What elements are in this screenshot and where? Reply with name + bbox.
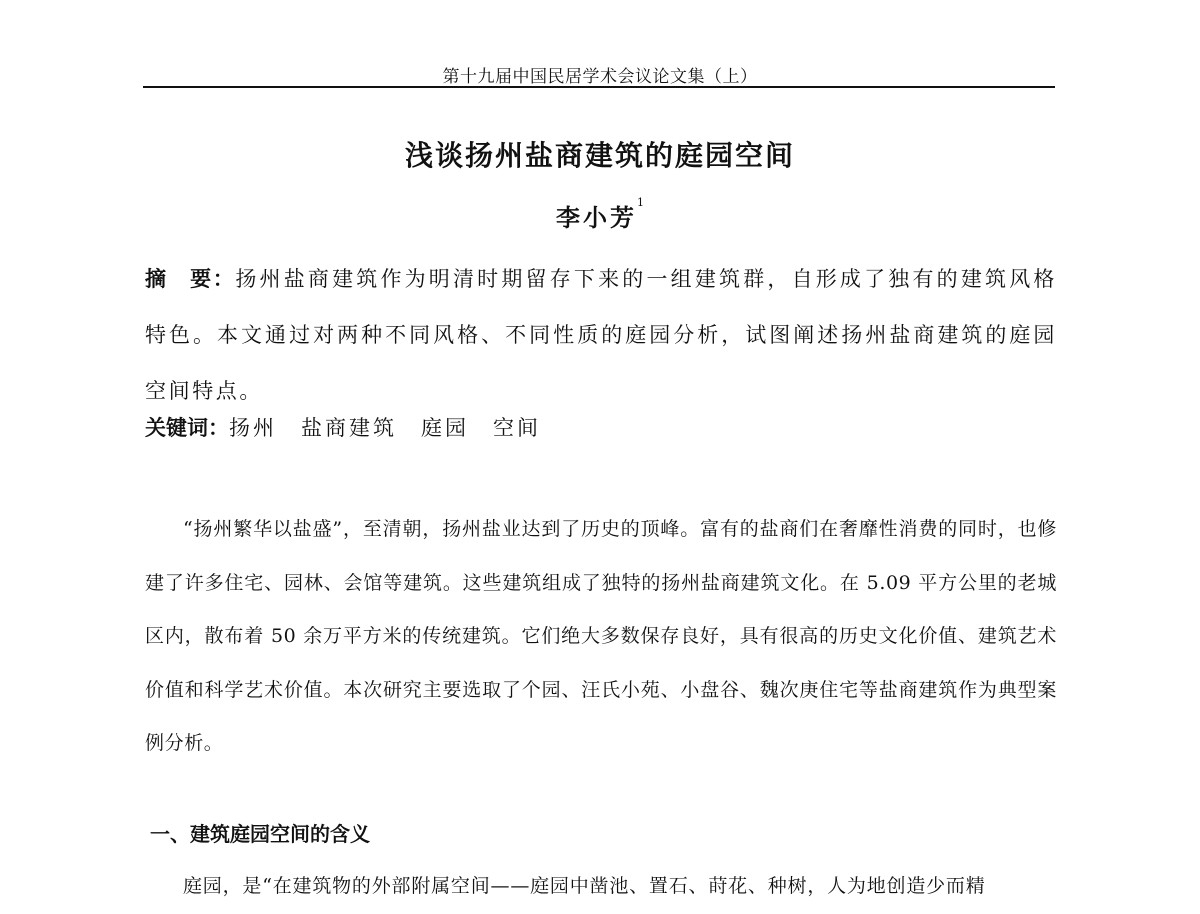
abstract <box>145 251 1057 419</box>
keyword-item: 庭园 <box>421 416 469 440</box>
keyword-item: 盐商建筑 <box>301 416 397 440</box>
keywords <box>145 408 1057 448</box>
author-footnote-mark: 1 <box>637 196 644 209</box>
header-rule <box>143 86 1055 88</box>
abstract-text: 扬州盐商建筑作为明清时期留存下来的一组建筑群，自形成了独有的建筑风格特色。本文通过对两种不同风格、不同性质的庭园分析，试图阐述扬州盐商建筑的庭园空间特点。 <box>145 267 1057 403</box>
abstract-label: 摘 要： <box>145 267 236 291</box>
keyword-item: 扬州 <box>229 416 277 440</box>
running-header: 第十九届中国民居学术会议论文集（上） <box>442 67 758 87</box>
author-name: 李小芳 <box>556 203 637 232</box>
keyword-item: 空间 <box>493 416 541 440</box>
paper-title: 浅谈扬州盐商建筑的庭园空间 <box>404 139 795 172</box>
section-paragraph: 庭园，是“在建筑物的外部附属空间——庭园中凿池、置石、莳花、种树，人为地创造少而精 <box>183 875 986 897</box>
author-line <box>0 198 1200 233</box>
keywords-label: 关键词： <box>145 416 229 440</box>
intro-paragraph: “扬州繁华以盐盛”，至清朝，扬州盐业达到了历史的顶峰。富有的盐商们在奢靡性消费的同时，也修建了许多住宅、园林、会馆等建筑。这些建筑组成了独特的扬州盐商建筑文化。在 5.09 平方公里的老城区内，散布着 50 余万平方米的传统建筑。它们绝大多数保存良好，具有很高的历史文化价值、建筑艺术价值和科学艺术价值。本次研究主要选取了个园、汪氏小苑、小盘谷、魏次庚住宅等盐商建筑作为典型案例分析。 <box>145 518 1057 755</box>
section-heading: 一、建筑庭园空间的含义 <box>150 822 370 846</box>
